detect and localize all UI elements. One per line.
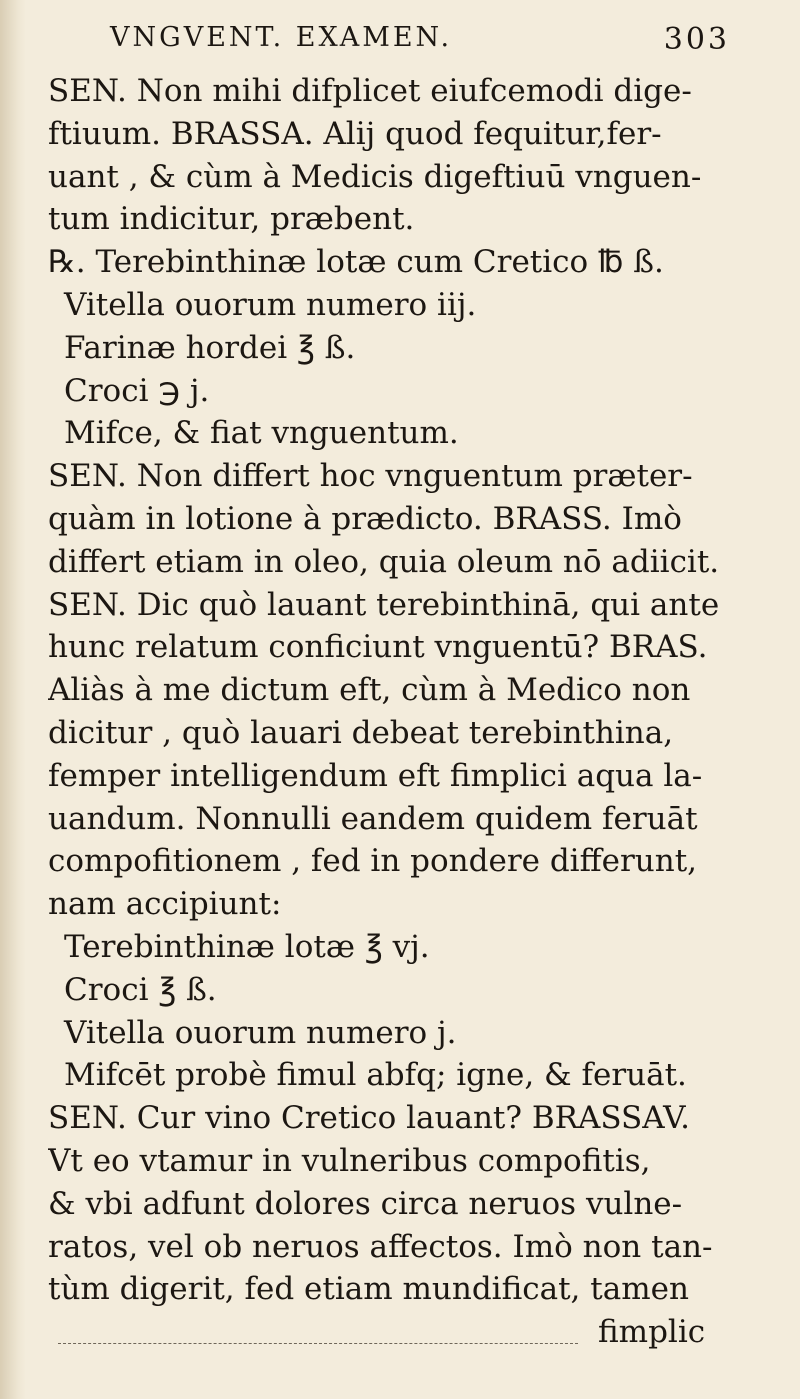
text-line: nam accipiunt: xyxy=(48,886,282,923)
text-line: SEN. Non mihi difplicet eiufcemodi dige- xyxy=(48,73,692,109)
catchword: fimplic xyxy=(598,1314,706,1351)
recipe-line: Mifce, & fiat vnguentum. xyxy=(64,415,459,452)
text-line: quàm in lotione à prædicto. BRASS. Imò xyxy=(48,500,682,537)
text-line: femper intelligendum eft fimplici aqua la- xyxy=(48,757,703,794)
text-line: SEN. Cur vino Cretico lauant? BRASSAV. xyxy=(48,1100,690,1137)
text-line: Aliàs à me dictum eft, cùm à Medico non xyxy=(48,672,691,709)
recipe-line: Mifcēt probè fimul abfq; igne, & feruāt. xyxy=(64,1057,687,1094)
text-line: Vt eo vtamur in vulneribus compofitis, xyxy=(48,1142,651,1179)
recipe-line: Croci ℈ j. xyxy=(64,372,210,409)
running-head: VNGVENT. EXAMEN. xyxy=(110,22,453,53)
recipe-line: ℞. Terebinthinæ lotæ cum Cretico ℔ ß. xyxy=(48,244,664,281)
text-line: tum indicitur, præbent. xyxy=(48,201,415,238)
page-header xyxy=(110,22,730,62)
text-line: uandum. Nonnulli eandem quidem feruāt xyxy=(48,800,698,837)
text-line: & vbi adfunt dolores circa neruos vulne- xyxy=(48,1185,683,1222)
recipe-line: Croci ℥ ß. xyxy=(64,971,217,1008)
text-line: ftiuum. BRASSA. Alij quod fequitur,fer- xyxy=(48,115,662,152)
text-line: SEN. Dic quò lauant terebinthinā, qui ante xyxy=(48,586,720,623)
page-gutter-shadow xyxy=(0,0,26,1399)
text-line: tùm digerit, fed etiam mundificat, tamen xyxy=(48,1271,689,1308)
text-line: ratos, vel ob neruos affectos. Imò non tan- xyxy=(48,1228,713,1265)
recipe-line: Farinæ hordei ℥ ß. xyxy=(64,329,356,366)
text-line: hunc relatum conficiunt vnguentū? BRAS. xyxy=(48,629,708,666)
page-number: 303 xyxy=(663,22,730,57)
text-line: compofitionem , fed in pondere differunt, xyxy=(48,843,698,880)
recipe-line: Terebinthinæ lotæ ℥ vj. xyxy=(64,928,430,965)
recipe-line: Vitella ouorum numero iij. xyxy=(64,286,477,323)
text-line: differt etiam in oleo, quia oleum nō adiicit. xyxy=(48,543,720,580)
text-line: dicitur , quò lauari debeat terebinthina, xyxy=(48,714,674,751)
body-text xyxy=(48,70,768,1354)
text-line: uant , & cùm à Medicis digeftiuū vnguen- xyxy=(48,158,702,195)
recipe-line: Vitella ouorum numero j. xyxy=(64,1014,457,1051)
underline-rule xyxy=(58,1343,578,1344)
text-line: SEN. Non differt hoc vnguentum præter- xyxy=(48,458,693,495)
